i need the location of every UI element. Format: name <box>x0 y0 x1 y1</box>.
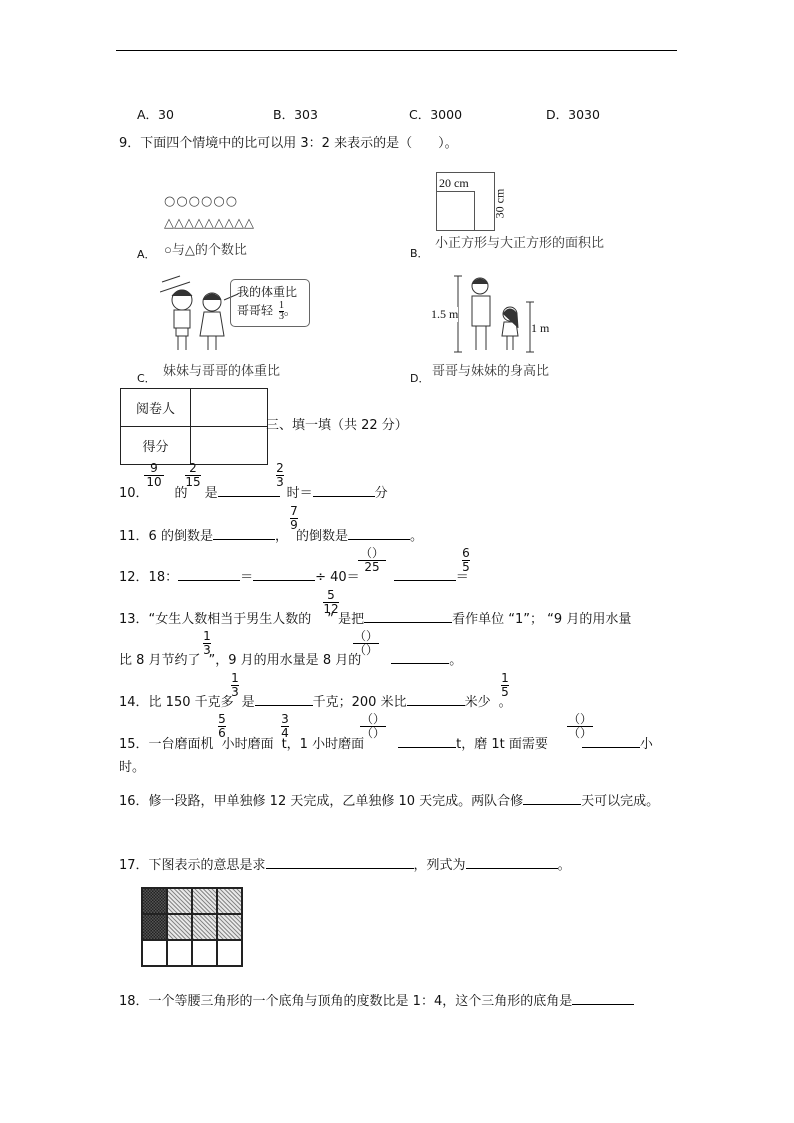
q12-blank-2[interactable] <box>253 568 315 581</box>
grid-cell-hatched <box>217 888 242 914</box>
q15-fraction-1: $\frac{5}{6}$ <box>218 712 226 740</box>
grader-value-cell[interactable] <box>191 389 268 427</box>
q15-blank-2[interactable] <box>582 735 640 748</box>
q9-c-letter: C． <box>137 372 156 385</box>
q12-blank-3[interactable] <box>394 568 456 581</box>
grid-cell-crosshatched <box>142 888 167 914</box>
q9-b-caption: 小正方形与大正方形的面积比 <box>435 235 605 250</box>
q15-fraction-3: （） （） <box>360 712 385 740</box>
q9-d-letter: D． <box>410 372 430 385</box>
grid-cell-empty <box>142 940 167 966</box>
q18-blank[interactable] <box>572 992 634 1005</box>
grader-table <box>120 388 268 465</box>
q13-fraction-3: （） （） <box>353 629 378 657</box>
q12-fraction-2: $\frac{6}{5}$ <box>462 546 470 574</box>
q16-blank[interactable] <box>523 792 581 805</box>
q10-blank-2[interactable] <box>313 484 375 497</box>
q8-option-a: A．30 <box>137 107 174 122</box>
q11-blank-1[interactable] <box>213 527 275 540</box>
grader-row <box>121 389 268 427</box>
q9-a-triangles: △△△△△△△△△ <box>164 216 254 231</box>
q14: 14．比 150 千克多 是 千克；200 米比 米少 。 <box>119 695 512 710</box>
q10: 10． 的 是 时＝ 分 <box>119 486 388 501</box>
q13-line-2: 比 8 月节约了 ”，9 月的用水量是 8 月的 。 <box>119 653 463 668</box>
q9-b-big-label: 30 cm <box>492 188 507 219</box>
q13-blank-2[interactable] <box>391 651 449 664</box>
section-3-title: 三、填一填（共 22 分） <box>266 418 408 433</box>
grid-cell-hatched <box>167 888 192 914</box>
grid-cell-hatched <box>217 914 242 940</box>
q11: 11．6 的倒数是 ， 的倒数是 。 <box>119 529 423 544</box>
score-label: 得分 <box>121 427 191 465</box>
q8-option-c: C．3000 <box>409 107 463 122</box>
q14-blank-1[interactable] <box>255 693 313 706</box>
grid-cell-crosshatched <box>142 914 167 940</box>
q16: 16．修一段路，甲单独修 12 天完成，乙单独修 10 天完成。两队合修 天可以完成。 <box>119 794 660 809</box>
q17: 17．下图表示的意思是求 ，列式为 。 <box>119 858 571 873</box>
q9-c-children-illustration <box>160 274 240 356</box>
grader-label: 阅卷人 <box>121 389 191 427</box>
q9-stem: 9．下面四个情境中的比可以用 3：2 来表示的是（ ）。 <box>119 136 458 151</box>
q12-fraction-1: （） 25 <box>359 546 384 574</box>
q14-blank-2[interactable] <box>407 693 465 706</box>
grid-cell-empty <box>192 940 217 966</box>
q15-line-2: 时。 <box>119 760 146 775</box>
q9-b-small-square <box>436 191 475 230</box>
q14-fraction-2: $\frac{1}{5}$ <box>501 671 509 699</box>
grid-cell-hatched <box>167 914 192 940</box>
q8-option-b: B．303 <box>273 107 318 122</box>
q10-blank-1[interactable] <box>218 484 280 497</box>
bubble-line2: 哥哥轻 <box>237 303 274 318</box>
q15-line-1: 15．一台磨面机 小时磨面 t，1 小时磨面 t，磨 1t 面需要 小 <box>119 737 653 752</box>
q9-d-girl-height: 1 m <box>531 321 550 335</box>
q9-c-caption: 妹妹与哥哥的体重比 <box>163 363 281 378</box>
q9-b-letter: B． <box>410 247 429 260</box>
q9-d-caption: 哥哥与妹妹的身高比 <box>432 363 550 378</box>
q9-a-caption: ○与△的个数比 <box>164 242 247 257</box>
q12-blank-1[interactable] <box>178 568 240 581</box>
q9-c-speech-bubble: 我的体重比 哥哥轻 $\frac{1}{3}$ 。 <box>230 279 310 327</box>
grid-cell-hatched <box>192 888 217 914</box>
q13-fraction-1: $\frac{5}{12}$ <box>323 588 339 616</box>
q18: 18．一个等腰三角形的一个底角与顶角的度数比是 1：4，这个三角形的底角是 <box>119 992 634 1010</box>
q13-fraction-2: $\frac{1}{3}$ <box>203 629 211 657</box>
q17-blank-1[interactable] <box>266 856 414 869</box>
q13-blank-1[interactable] <box>364 610 452 623</box>
q11-fraction: $\frac{7}{9}$ <box>290 504 298 532</box>
q17-shaded-grid-figure <box>141 887 243 967</box>
q14-fraction-1: $\frac{1}{3}$ <box>231 671 239 699</box>
q9-d-boy-height: 1.5 m <box>431 307 459 321</box>
bubble-fraction: $\frac{1}{3}$ <box>279 300 285 322</box>
grid-cell-empty <box>217 940 242 966</box>
q12: 12．18： ＝ ÷ 40＝ ＝ <box>119 570 469 585</box>
bubble-line1: 我的体重比 <box>237 285 298 299</box>
score-row <box>121 427 268 465</box>
q10-fraction-3: $\frac{2}{3}$ <box>276 461 284 489</box>
q9-a-letter: A． <box>137 248 156 261</box>
q8-option-d: D．3030 <box>546 107 600 122</box>
q15-fraction-4: （） （） <box>567 712 592 740</box>
grid-cell-hatched <box>192 914 217 940</box>
q9-b-small-label: 20 cm <box>439 176 469 190</box>
grid-cell-empty <box>167 940 192 966</box>
q17-blank-2[interactable] <box>466 856 558 869</box>
score-value-cell[interactable] <box>191 427 268 465</box>
page-header-rule <box>116 50 677 51</box>
q15-blank-1[interactable] <box>398 735 456 748</box>
q10-fraction-1: $\frac{9}{10}$ <box>144 462 164 489</box>
q10-fraction-2: $\frac{2}{15}$ <box>185 461 201 489</box>
q13-line-1: 13．“女生人数相当于男生人数的 ” 是把 看作单位 “1”； “9 月的用水量 <box>119 612 632 627</box>
q15-fraction-2: $\frac{3}{4}$ <box>281 712 289 740</box>
q11-blank-2[interactable] <box>348 527 410 540</box>
q9-a-circles: ○○○○○○ <box>164 194 239 209</box>
